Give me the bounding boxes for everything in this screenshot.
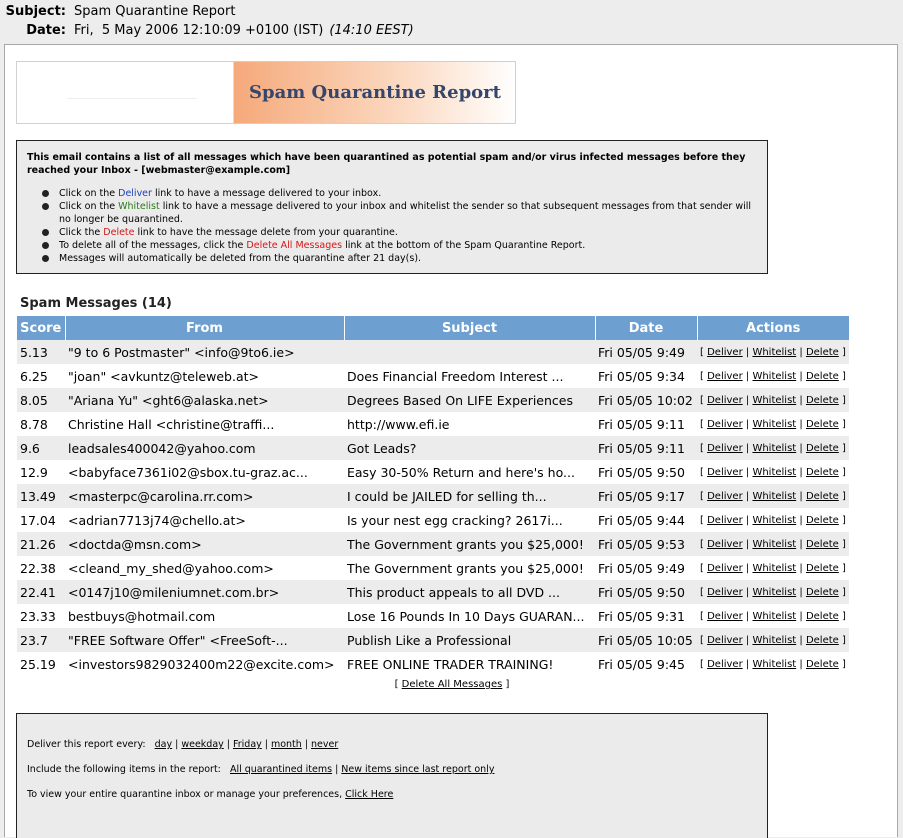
table-header-row	[17, 316, 849, 340]
banner-title: Spam Quarantine Report	[249, 82, 501, 103]
delete-link[interactable]: Delete	[805, 586, 839, 598]
deliver-link[interactable]: Deliver	[707, 610, 743, 622]
from-cell: leadsales400042@yahoo.com	[65, 436, 344, 460]
table-row	[17, 532, 849, 556]
col-actions: Actions	[697, 316, 849, 340]
message-body	[4, 44, 898, 837]
deliver-frequency-label: Deliver this report every:	[27, 739, 146, 750]
info-text: link at the bottom of the Spam Quarantine Report.	[342, 240, 586, 251]
info-text: Click on the	[59, 188, 119, 199]
subject-cell: Lose 16 Pounds In 10 Days GUARAN...	[344, 604, 595, 628]
score-cell: 22.41	[17, 580, 65, 604]
bracket: [	[700, 562, 704, 574]
separator: |	[745, 538, 750, 550]
separator: |	[799, 634, 803, 646]
info-box	[16, 140, 768, 274]
score-cell: 12.9	[17, 460, 65, 484]
delete-keyword: Delete	[103, 227, 135, 238]
date-cell: Fri 05/05 9:49	[595, 556, 697, 580]
subject-cell: http://www.efi.ie	[344, 412, 595, 436]
score-cell: 9.6	[17, 436, 65, 460]
delete-link[interactable]: Delete	[805, 466, 839, 478]
deliver-frequency-row	[27, 739, 338, 750]
date-cell: Fri 05/05 9:17	[595, 484, 697, 508]
delete-link[interactable]: Delete	[805, 538, 839, 550]
score-cell: 17.04	[17, 508, 65, 532]
whitelist-link[interactable]: Whitelist	[752, 490, 797, 502]
table-row	[17, 388, 849, 412]
subject-cell: Got Leads?	[344, 436, 595, 460]
deliver-link[interactable]: Deliver	[707, 634, 743, 646]
separator: |	[745, 562, 750, 574]
bracket: ]	[842, 538, 846, 550]
subject-label: Subject:	[5, 4, 66, 19]
info-text: Click on the	[59, 201, 119, 212]
info-text: Messages will automatically be deleted from the quarantine after 21 day(s).	[59, 253, 422, 264]
delete-link[interactable]: Delete	[805, 634, 839, 646]
bracket: [	[700, 610, 704, 622]
manage-label: To view your entire quarantine inbox or manage your preferences,	[27, 789, 343, 800]
include-items-label: Include the following items in the report:	[27, 764, 221, 775]
info-intro: This email contains a list of all messages which have been quarantined as potential spam and/or virus infected messages before they reached your Inbox - [webmaster@example.com]	[27, 152, 746, 176]
table-row	[17, 460, 849, 484]
bracket: ]	[842, 658, 846, 670]
bracket: [	[700, 490, 704, 502]
score-cell: 25.19	[17, 652, 65, 676]
manage-row	[27, 789, 393, 800]
deliver-link[interactable]: Deliver	[707, 466, 743, 478]
whitelist-link[interactable]: Whitelist	[752, 634, 797, 646]
table-row	[17, 436, 849, 460]
separator: |	[745, 346, 750, 358]
from-cell: Christine Hall <christine@traffi...	[65, 412, 344, 436]
col-from: From	[65, 316, 344, 340]
deliver-link[interactable]: Deliver	[707, 370, 743, 382]
deliver-keyword: Deliver	[118, 188, 152, 199]
deliver-link[interactable]: Deliver	[707, 490, 743, 502]
from-cell: <masterpc@carolina.rr.com>	[65, 484, 344, 508]
separator: |	[745, 442, 750, 454]
score-cell: 8.05	[17, 388, 65, 412]
separator: |	[799, 418, 803, 430]
date-cell: Fri 05/05 9:53	[595, 532, 697, 556]
separator: |	[745, 586, 750, 598]
score-cell: 21.26	[17, 532, 65, 556]
col-date: Date	[595, 316, 697, 340]
include-all-link[interactable]: All quarantined items	[229, 764, 333, 775]
col-score: Score	[17, 316, 65, 340]
separator: |	[745, 418, 750, 430]
whitelist-link[interactable]: Whitelist	[752, 346, 797, 358]
bracket: ]	[842, 394, 846, 406]
date-cell: Fri 05/05 9:11	[595, 436, 697, 460]
actions-cell	[697, 412, 849, 436]
info-item-delete	[39, 226, 764, 239]
bracket: [	[700, 370, 704, 382]
separator: |	[799, 394, 803, 406]
spam-list-title: Spam Messages (14)	[20, 296, 172, 311]
date-value: Fri, 5 May 2006 12:10:09 +0100 (IST)	[74, 23, 324, 38]
score-cell: 23.7	[17, 628, 65, 652]
deliver-link[interactable]: Deliver	[707, 562, 743, 574]
info-item-deliver	[39, 187, 764, 200]
freq-never-link[interactable]: never	[311, 739, 339, 750]
deliver-link[interactable]: Deliver	[707, 346, 743, 358]
bracket: ]	[842, 418, 846, 430]
table-row	[17, 340, 849, 364]
actions-cell	[697, 580, 849, 604]
message-header	[0, 0, 903, 44]
bracket: [	[700, 538, 704, 550]
delete-all-row	[5, 679, 899, 690]
separator: |	[799, 466, 803, 478]
include-items-row	[27, 764, 494, 775]
score-cell: 6.25	[17, 364, 65, 388]
date-cell: Fri 05/05 9:44	[595, 508, 697, 532]
include-new-link[interactable]: New items since last report only	[341, 764, 495, 775]
whitelist-link[interactable]: Whitelist	[752, 418, 797, 430]
freq-friday-link[interactable]: Friday	[232, 739, 262, 750]
freq-day-link[interactable]: day	[154, 739, 173, 750]
subject-cell: Publish Like a Professional	[344, 628, 595, 652]
actions-cell	[697, 628, 849, 652]
actions-cell	[697, 532, 849, 556]
score-cell: 23.33	[17, 604, 65, 628]
table-row	[17, 412, 849, 436]
whitelist-link[interactable]: Whitelist	[752, 658, 797, 670]
delete-link[interactable]: Delete	[805, 562, 839, 574]
from-cell: bestbuys@hotmail.com	[65, 604, 344, 628]
score-cell: 22.38	[17, 556, 65, 580]
delete-link[interactable]: Delete	[805, 490, 839, 502]
spam-table-body	[17, 340, 849, 676]
deliver-link[interactable]: Deliver	[707, 418, 743, 430]
table-row	[17, 556, 849, 580]
freq-month-link[interactable]: month	[270, 739, 302, 750]
actions-cell	[697, 340, 849, 364]
separator: |	[799, 562, 803, 574]
from-cell: "9 to 6 Postmaster" <info@9to6.ie>	[65, 340, 344, 364]
delete-link[interactable]: Delete	[805, 346, 839, 358]
delete-link[interactable]: Delete	[805, 514, 839, 526]
actions-cell	[697, 436, 849, 460]
date-row	[0, 23, 414, 39]
separator: |	[799, 442, 803, 454]
bracket: ]	[842, 466, 846, 478]
whitelist-link[interactable]: Whitelist	[752, 538, 797, 550]
separator: |	[745, 490, 750, 502]
delete-link[interactable]: Delete	[805, 418, 839, 430]
actions-cell	[697, 652, 849, 676]
delete-link[interactable]: Delete	[805, 442, 839, 454]
table-row	[17, 484, 849, 508]
report-banner	[16, 61, 516, 124]
separator: |	[745, 466, 750, 478]
actions-cell	[697, 460, 849, 484]
bullet-icon	[42, 190, 49, 197]
bracket: ]	[842, 490, 846, 502]
whitelist-keyword: Whitelist	[118, 201, 160, 212]
bracket: ]	[842, 610, 846, 622]
subject-cell: The Government grants you $25,000!	[344, 556, 595, 580]
separator: |	[799, 370, 803, 382]
deliver-link[interactable]: Deliver	[707, 514, 743, 526]
whitelist-link[interactable]: Whitelist	[752, 466, 797, 478]
col-subject: Subject	[344, 316, 595, 340]
subject-cell: Is your nest egg cracking? 2617i...	[344, 508, 595, 532]
subject-cell: The Government grants you $25,000!	[344, 532, 595, 556]
bracket: ]	[842, 442, 846, 454]
subject-value: Spam Quarantine Report	[74, 4, 236, 19]
deliver-link[interactable]: Deliver	[707, 658, 743, 670]
subject-row	[0, 4, 235, 20]
subject-cell: Degrees Based On LIFE Experiences	[344, 388, 595, 412]
bullet-icon	[42, 203, 49, 210]
actions-cell	[697, 604, 849, 628]
separator: |	[745, 610, 750, 622]
bullet-icon	[42, 229, 49, 236]
separator: |	[335, 764, 339, 775]
from-cell: "FREE Software Offer" <FreeSoft-...	[65, 628, 344, 652]
from-cell: <investors9829032400m22@excite.com>	[65, 652, 344, 676]
actions-cell	[697, 556, 849, 580]
bracket: [	[700, 346, 704, 358]
table-row	[17, 628, 849, 652]
delete-link[interactable]: Delete	[805, 610, 839, 622]
separator: |	[799, 514, 803, 526]
bracket: ]	[505, 679, 510, 690]
separator: |	[799, 490, 803, 502]
separator: |	[304, 739, 309, 750]
from-cell: <babyface7361i02@sbox.tu-graz.ac...	[65, 460, 344, 484]
from-cell: <0147j10@mileniumnet.com.br>	[65, 580, 344, 604]
separator: |	[799, 538, 803, 550]
date-cell: Fri 05/05 9:50	[595, 460, 697, 484]
deliver-link[interactable]: Deliver	[707, 586, 743, 598]
score-cell: 13.49	[17, 484, 65, 508]
whitelist-link[interactable]: Whitelist	[752, 370, 797, 382]
bracket: [	[700, 418, 704, 430]
bracket: ]	[842, 346, 846, 358]
separator: |	[175, 739, 179, 750]
bracket: [	[700, 394, 704, 406]
from-cell: "Ariana Yu" <ght6@alaska.net>	[65, 388, 344, 412]
subject-cell: Easy 30-50% Return and here's ho...	[344, 460, 595, 484]
whitelist-link[interactable]: Whitelist	[752, 562, 797, 574]
bracket: [	[700, 634, 704, 646]
date-label: Date:	[26, 23, 66, 38]
separator: |	[264, 739, 268, 750]
deliver-link[interactable]: Deliver	[707, 394, 743, 406]
info-text: link to have the message delete from your quarantine.	[134, 227, 398, 238]
bracket: ]	[842, 514, 846, 526]
info-text: link to have a message delivered to your inbox and whitelist the sender so that subsequent messages from that sender will no longer be quarantined.	[59, 201, 752, 225]
deliver-link[interactable]: Deliver	[707, 442, 743, 454]
bracket: [	[700, 586, 704, 598]
bracket: [	[700, 658, 704, 670]
separator: |	[745, 634, 750, 646]
subject-cell: This product appeals to all DVD ...	[344, 580, 595, 604]
deliver-link[interactable]: Deliver	[707, 538, 743, 550]
info-text: link to have a message delivered to your inbox.	[151, 188, 382, 199]
whitelist-link[interactable]: Whitelist	[752, 586, 797, 598]
whitelist-link[interactable]: Whitelist	[752, 514, 797, 526]
separator: |	[745, 514, 750, 526]
bullet-icon	[42, 255, 49, 262]
preferences-box	[16, 713, 768, 838]
delete-all-link[interactable]: Delete All Messages	[401, 679, 503, 690]
from-cell: <cleand_my_shed@yahoo.com>	[65, 556, 344, 580]
from-cell: <adrian7713j74@chello.at>	[65, 508, 344, 532]
bracket: [	[700, 466, 704, 478]
whitelist-link[interactable]: Whitelist	[752, 442, 797, 454]
freq-weekday-link[interactable]: weekday	[181, 739, 224, 750]
score-cell: 5.13	[17, 340, 65, 364]
bracket: [	[394, 679, 399, 690]
table-row	[17, 604, 849, 628]
whitelist-link[interactable]: Whitelist	[752, 394, 797, 406]
separator: |	[799, 658, 803, 670]
separator: |	[226, 739, 230, 750]
date-cell: Fri 05/05 9:31	[595, 604, 697, 628]
separator: |	[799, 346, 803, 358]
score-cell: 8.78	[17, 412, 65, 436]
actions-cell	[697, 484, 849, 508]
date-cell: Fri 05/05 10:02	[595, 388, 697, 412]
actions-cell	[697, 364, 849, 388]
table-row	[17, 580, 849, 604]
bracket: [	[700, 442, 704, 454]
separator: |	[745, 658, 750, 670]
separator: |	[745, 394, 750, 406]
actions-cell	[697, 508, 849, 532]
delete-all-keyword: Delete All Messages	[246, 240, 343, 251]
subject-cell: FREE ONLINE TRADER TRAINING!	[344, 652, 595, 676]
separator: |	[799, 610, 803, 622]
date-cell: Fri 05/05 9:45	[595, 652, 697, 676]
info-text: Click the	[59, 227, 104, 238]
delete-link[interactable]: Delete	[805, 370, 839, 382]
info-item-retention	[39, 252, 764, 265]
delete-link[interactable]: Delete	[805, 658, 839, 670]
separator: |	[745, 370, 750, 382]
from-cell: <doctda@msn.com>	[65, 532, 344, 556]
info-text: To delete all of the messages, click the	[59, 240, 247, 251]
table-row	[17, 508, 849, 532]
date-cell: Fri 05/05 9:34	[595, 364, 697, 388]
separator: |	[799, 586, 803, 598]
subject-cell: Does Financial Freedom Interest ...	[344, 364, 595, 388]
from-cell: "joan" <avkuntz@teleweb.at>	[65, 364, 344, 388]
info-item-whitelist	[39, 200, 764, 226]
bracket: [	[700, 514, 704, 526]
actions-cell	[697, 388, 849, 412]
info-item-delete-all	[39, 239, 764, 252]
subject-cell: I could be JAILED for selling th...	[344, 484, 595, 508]
bracket: ]	[842, 586, 846, 598]
click-here-link[interactable]: Click Here	[345, 789, 394, 800]
date-cell: Fri 05/05 10:05	[595, 628, 697, 652]
date-cell: Fri 05/05 9:50	[595, 580, 697, 604]
date-local-time: (14:10 EEST)	[329, 23, 414, 38]
subject-cell	[344, 340, 595, 364]
table-row	[17, 364, 849, 388]
info-list	[39, 187, 764, 265]
date-cell: Fri 05/05 9:11	[595, 412, 697, 436]
whitelist-link[interactable]: Whitelist	[752, 610, 797, 622]
banner-logo-placeholder	[67, 98, 197, 99]
bracket: ]	[842, 634, 846, 646]
delete-link[interactable]: Delete	[805, 394, 839, 406]
table-row	[17, 652, 849, 676]
bullet-icon	[42, 242, 49, 249]
spam-table	[17, 316, 849, 676]
bracket: ]	[842, 562, 846, 574]
date-cell: Fri 05/05 9:49	[595, 340, 697, 364]
bracket: ]	[842, 370, 846, 382]
